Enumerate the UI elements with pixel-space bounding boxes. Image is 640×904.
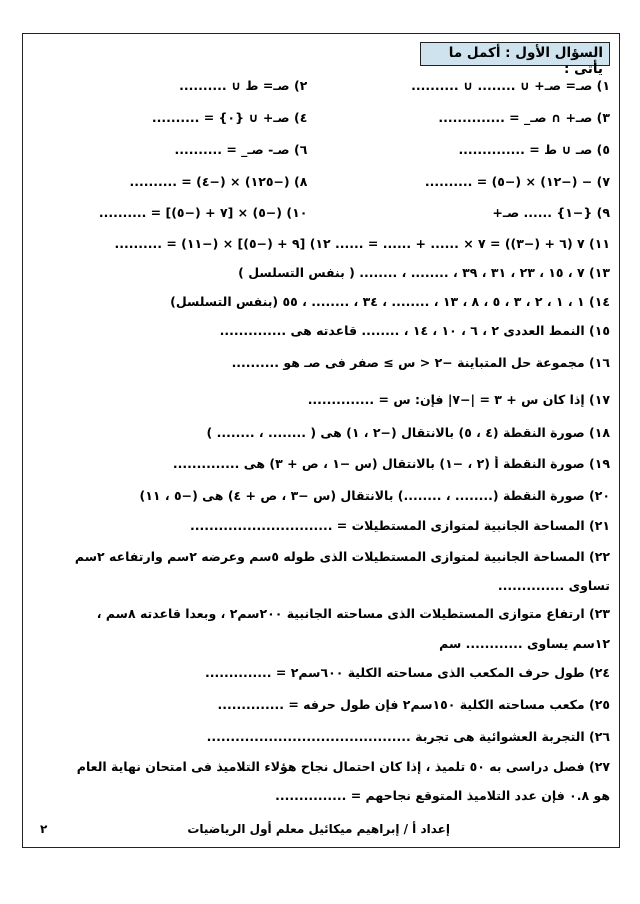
page-number: ٢ — [40, 822, 48, 836]
question-27-continuation: هو ٠.٨ فإن عدد التلاميذ المتوقع نجاحهم = ............... — [275, 788, 610, 803]
question-24: ٢٤) طول حرف المكعب الذى مساحته الكلية ٦٠٠سم٢ = .............. — [205, 665, 610, 680]
question-row — [28, 205, 610, 227]
question-20: ٢٠) صورة النقطة (........ ، ........) بالانتقال (س −٣ ، ص + ٤) هى (−٥ ، ١١) — [139, 488, 610, 503]
question-22: ٢٢) المساحة الجانبية لمتوازى المستطيلات الذى طوله ٥سم وعرضه ٢سم وارتفاعه ٢سم — [74, 549, 610, 564]
question-22-continuation: تساوى .............. — [497, 578, 610, 593]
question-27: ٢٧) فصل دراسى به ٥٠ تلميذ ، إذا كان احتمال نجاح هؤلاء التلاميذ فى امتحان نهاية العام — [76, 759, 610, 774]
question-18: ١٨) صورة النقطة (٤ ، ٥) بالانتقال (−٢ ، ١) هى ( ........ ، ........ ) — [206, 425, 610, 440]
question-6: ٦) صـ- صـ_ = .......... — [174, 142, 308, 157]
question-row — [28, 110, 610, 132]
question-3: ٣) صـ+ ∩ صـ_ = .............. — [438, 110, 610, 125]
question-1: ١) صـ= صـ+ ∪ ........ ∪ .......... — [411, 78, 610, 93]
question-row — [28, 142, 610, 164]
question-9: ٩) {−١} ...... صـ+ — [492, 205, 610, 220]
question-row — [28, 78, 610, 100]
question-14: ١٤) ١ ، ١ ، ٢ ، ٣ ، ٥ ، ٨ ، ١٣ ، ........ ، ٣٤ ، ........ ، ٥٥ (بنفس التسلسل) — [170, 294, 610, 309]
footer — [40, 822, 600, 842]
question-11-12: ١١) ٧ (٦ + (−٣)) = ٧ × ...... + ...... = ...... ١٢) [٩ + (−٥)] × (−١١) = .......... — [114, 236, 610, 251]
author-credit: إعداد أ / إبراهيم ميكائيل معلم أول الرياضيات — [187, 822, 450, 836]
question-15: ١٥) النمط العددى ٢ ، ٦ ، ١٠ ، ١٤ ، ........ قاعدته هى .............. — [219, 323, 610, 338]
question-23: ٢٣) ارتفاع متوازى المستطيلات الذى مساحته الجانبية ٢٠٠سم٢ ، وبعدا قاعدته ٨سم ، — [96, 606, 610, 621]
question-8: ٨) (−١٢٥) × (−٤) = .......... — [129, 174, 308, 189]
question-2: ٢) صـ= ط ∪ .......... — [179, 78, 308, 93]
question-title: السؤال الأول : أكمل ما يأتى : — [420, 42, 610, 66]
question-13: ١٣) ٧ ، ١٥ ، ٢٣ ، ٣١ ، ٣٩ ، ........ ، ........ ( بنفس التسلسل ) — [238, 265, 610, 280]
question-7: ٧) − (−١٢) × (−٥) = .......... — [424, 174, 610, 189]
question-23-continuation: ١٢سم يساوى ............ سم — [439, 636, 610, 651]
question-row — [28, 174, 610, 196]
question-16: ١٦) مجموعة حل المتباينة −٢ < س ≥ صفر فى صـ هو .......... — [231, 355, 610, 370]
question-25: ٢٥) مكعب مساحته الكلية ١٥٠سم٢ فإن طول حرفه = .............. — [217, 697, 610, 712]
question-5: ٥) صـ ∪ ط = .............. — [458, 142, 610, 157]
question-21: ٢١) المساحة الجانبية لمتوازى المستطيلات = .............................. — [189, 518, 610, 533]
question-26: ٢٦) التجربة العشوائية هى تجربة ........................................... — [206, 729, 610, 744]
question-4: ٤) صـ+ ∪ {٠} = .......... — [151, 110, 308, 125]
question-17: ١٧) إذا كان س + ٣ = |−٧| فإن: س = .............. — [307, 392, 610, 407]
question-19: ١٩) صورة النقطة أ (٢ ، −١) بالانتقال (س −١ ، ص + ٣) هى .............. — [172, 456, 610, 471]
question-10: ١٠) (−٥) × [٧ + (−٥)] = .......... — [98, 205, 308, 220]
